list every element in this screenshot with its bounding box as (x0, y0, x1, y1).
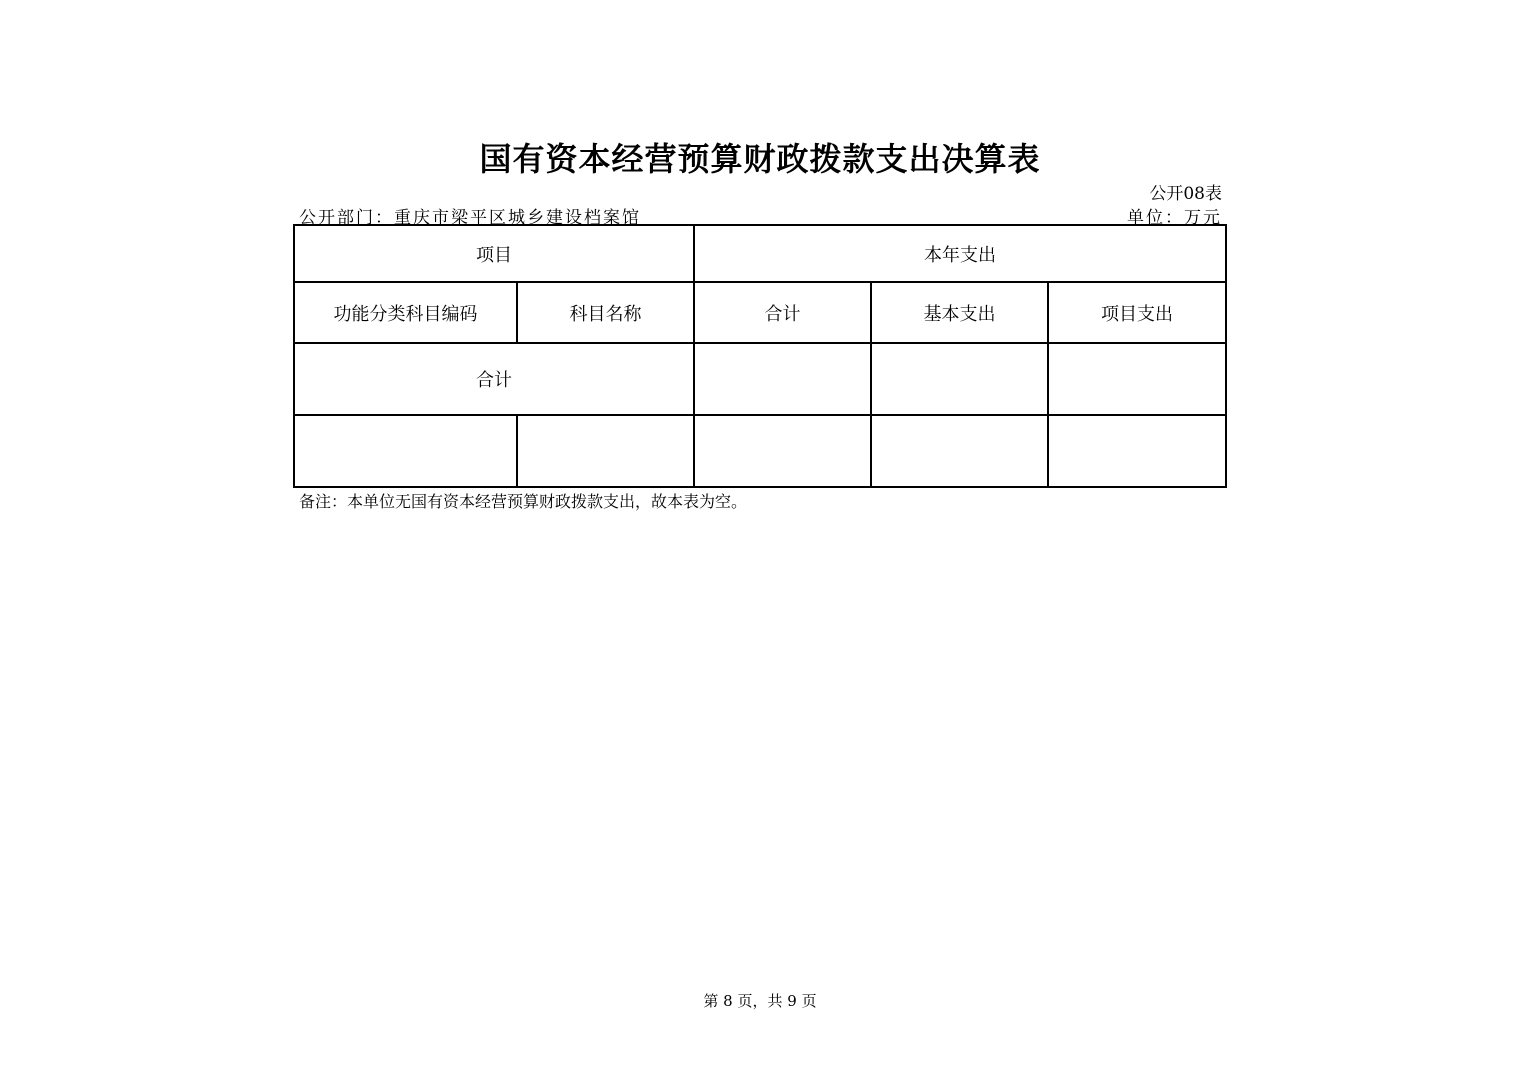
unit-label: 单位：万元 (1127, 208, 1222, 228)
table-note: 备注：本单位无国有资本经营预算财政拨款支出，故本表为空。 (299, 492, 748, 511)
table-row (294, 415, 1226, 487)
row-project (1048, 415, 1226, 487)
header-basic: 基本支出 (871, 282, 1048, 343)
row-basic (871, 415, 1048, 487)
header-project: 项目支出 (1048, 282, 1226, 343)
row-name (517, 415, 694, 487)
basic-value (871, 343, 1048, 415)
table-row-total (294, 343, 1226, 415)
header-total: 合计 (694, 282, 871, 343)
report-title: 国有资本经营预算财政拨款支出决算表 (479, 140, 1041, 178)
header-name: 科目名称 (517, 282, 694, 343)
table-header-row (294, 225, 1226, 282)
table-subheader-row (294, 282, 1226, 343)
total-value (694, 343, 871, 415)
row-code (294, 415, 517, 487)
project-value (1048, 343, 1226, 415)
expenditure-table (293, 224, 1227, 488)
page-number: 第 8 页，共 9 页 (703, 992, 817, 1010)
header-item: 项目 (294, 225, 694, 282)
row-total (694, 415, 871, 487)
form-number: 公开08表 (1149, 184, 1222, 204)
header-current-year: 本年支出 (694, 225, 1226, 282)
header-code: 功能分类科目编码 (294, 282, 517, 343)
total-label: 合计 (294, 343, 694, 415)
department-label: 公开部门：重庆市梁平区城乡建设档案馆 (299, 208, 641, 228)
